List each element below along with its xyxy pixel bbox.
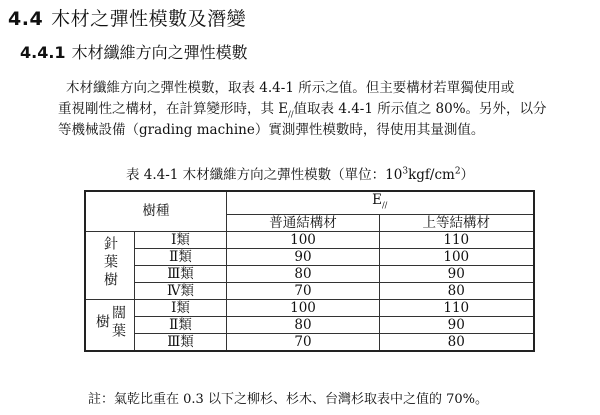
class-cell: Ⅰ類 — [135, 299, 227, 316]
table-row — [85, 299, 534, 316]
modulus-table — [84, 190, 535, 352]
paragraph-line-2-start: 重視剛性之構材，在計算變形時，其 E — [58, 101, 289, 117]
table-caption — [0, 163, 600, 183]
table-row — [85, 265, 534, 282]
species-header: 樹種 — [85, 191, 227, 231]
caption-unit-exponent: 2 — [454, 166, 461, 177]
normal-grade-header: 普通結構材 — [227, 214, 380, 231]
e-symbol: E — [372, 192, 382, 208]
section-number: 4.4 — [8, 8, 44, 30]
section-title: 木材之彈性模數及潛變 — [51, 8, 247, 30]
class-cell: Ⅱ類 — [135, 248, 227, 265]
group-hardwood — [85, 299, 135, 351]
superior-value: 90 — [380, 316, 534, 333]
caption-exponent: 3 — [402, 166, 409, 177]
group-softwood-label: 針葉樹 — [102, 236, 118, 291]
table-note: 註：氣乾比重在 0.3 以下之柳杉、杉木、台灣杉取表中之值的 70%。 — [88, 392, 488, 407]
normal-value: 80 — [227, 316, 380, 333]
caption-prefix: 表 4.4-1 木材纖維方向之彈性模數（單位：10 — [125, 167, 403, 183]
class-cell: Ⅱ類 — [135, 316, 227, 333]
subsection-title: 木材纖維方向之彈性模數 — [71, 43, 248, 62]
group-softwood — [85, 231, 135, 299]
class-cell: Ⅲ類 — [135, 265, 227, 282]
table-row — [85, 248, 534, 265]
normal-value: 70 — [227, 333, 380, 351]
class-cell: Ⅳ類 — [135, 282, 227, 299]
class-cell: Ⅲ類 — [135, 333, 227, 351]
paragraph-line-3: 等機械設備（grading machine）實測彈性模數時，得使用其量測值。 — [58, 122, 485, 138]
e-header — [227, 191, 534, 214]
paragraph-line-2-end: 值取表 4.4-1 所示值之 80%。另外，以分 — [293, 101, 547, 117]
section-heading — [8, 4, 246, 31]
e-header-subscript: // — [381, 200, 388, 210]
normal-value: 100 — [227, 231, 380, 248]
class-cell: Ⅰ類 — [135, 231, 227, 248]
superior-value: 90 — [380, 265, 534, 282]
table-row — [85, 333, 534, 351]
subsection-heading — [20, 40, 248, 63]
normal-value: 100 — [227, 299, 380, 316]
normal-value: 90 — [227, 248, 380, 265]
subsection-number: 4.4.1 — [20, 43, 66, 62]
superior-grade-header: 上等結構材 — [380, 214, 534, 231]
table-row — [85, 316, 534, 333]
superior-value: 110 — [380, 231, 534, 248]
normal-value: 80 — [227, 265, 380, 282]
superior-value: 100 — [380, 248, 534, 265]
caption-close: ） — [460, 167, 475, 183]
normal-value: 70 — [227, 282, 380, 299]
paragraph-line-1: 木材纖維方向之彈性模數，取表 4.4-1 所示之值。但主要構材若單獨使用或 — [66, 80, 515, 96]
table-row — [85, 282, 534, 299]
table-row — [85, 231, 534, 248]
superior-value: 80 — [380, 282, 534, 299]
e-parallel-subscript: // — [288, 109, 294, 119]
superior-value: 110 — [380, 299, 534, 316]
group-hardwood-label: 闊葉樹 — [94, 304, 126, 341]
caption-unit: kgf/cm — [408, 167, 455, 183]
superior-value: 80 — [380, 333, 534, 351]
